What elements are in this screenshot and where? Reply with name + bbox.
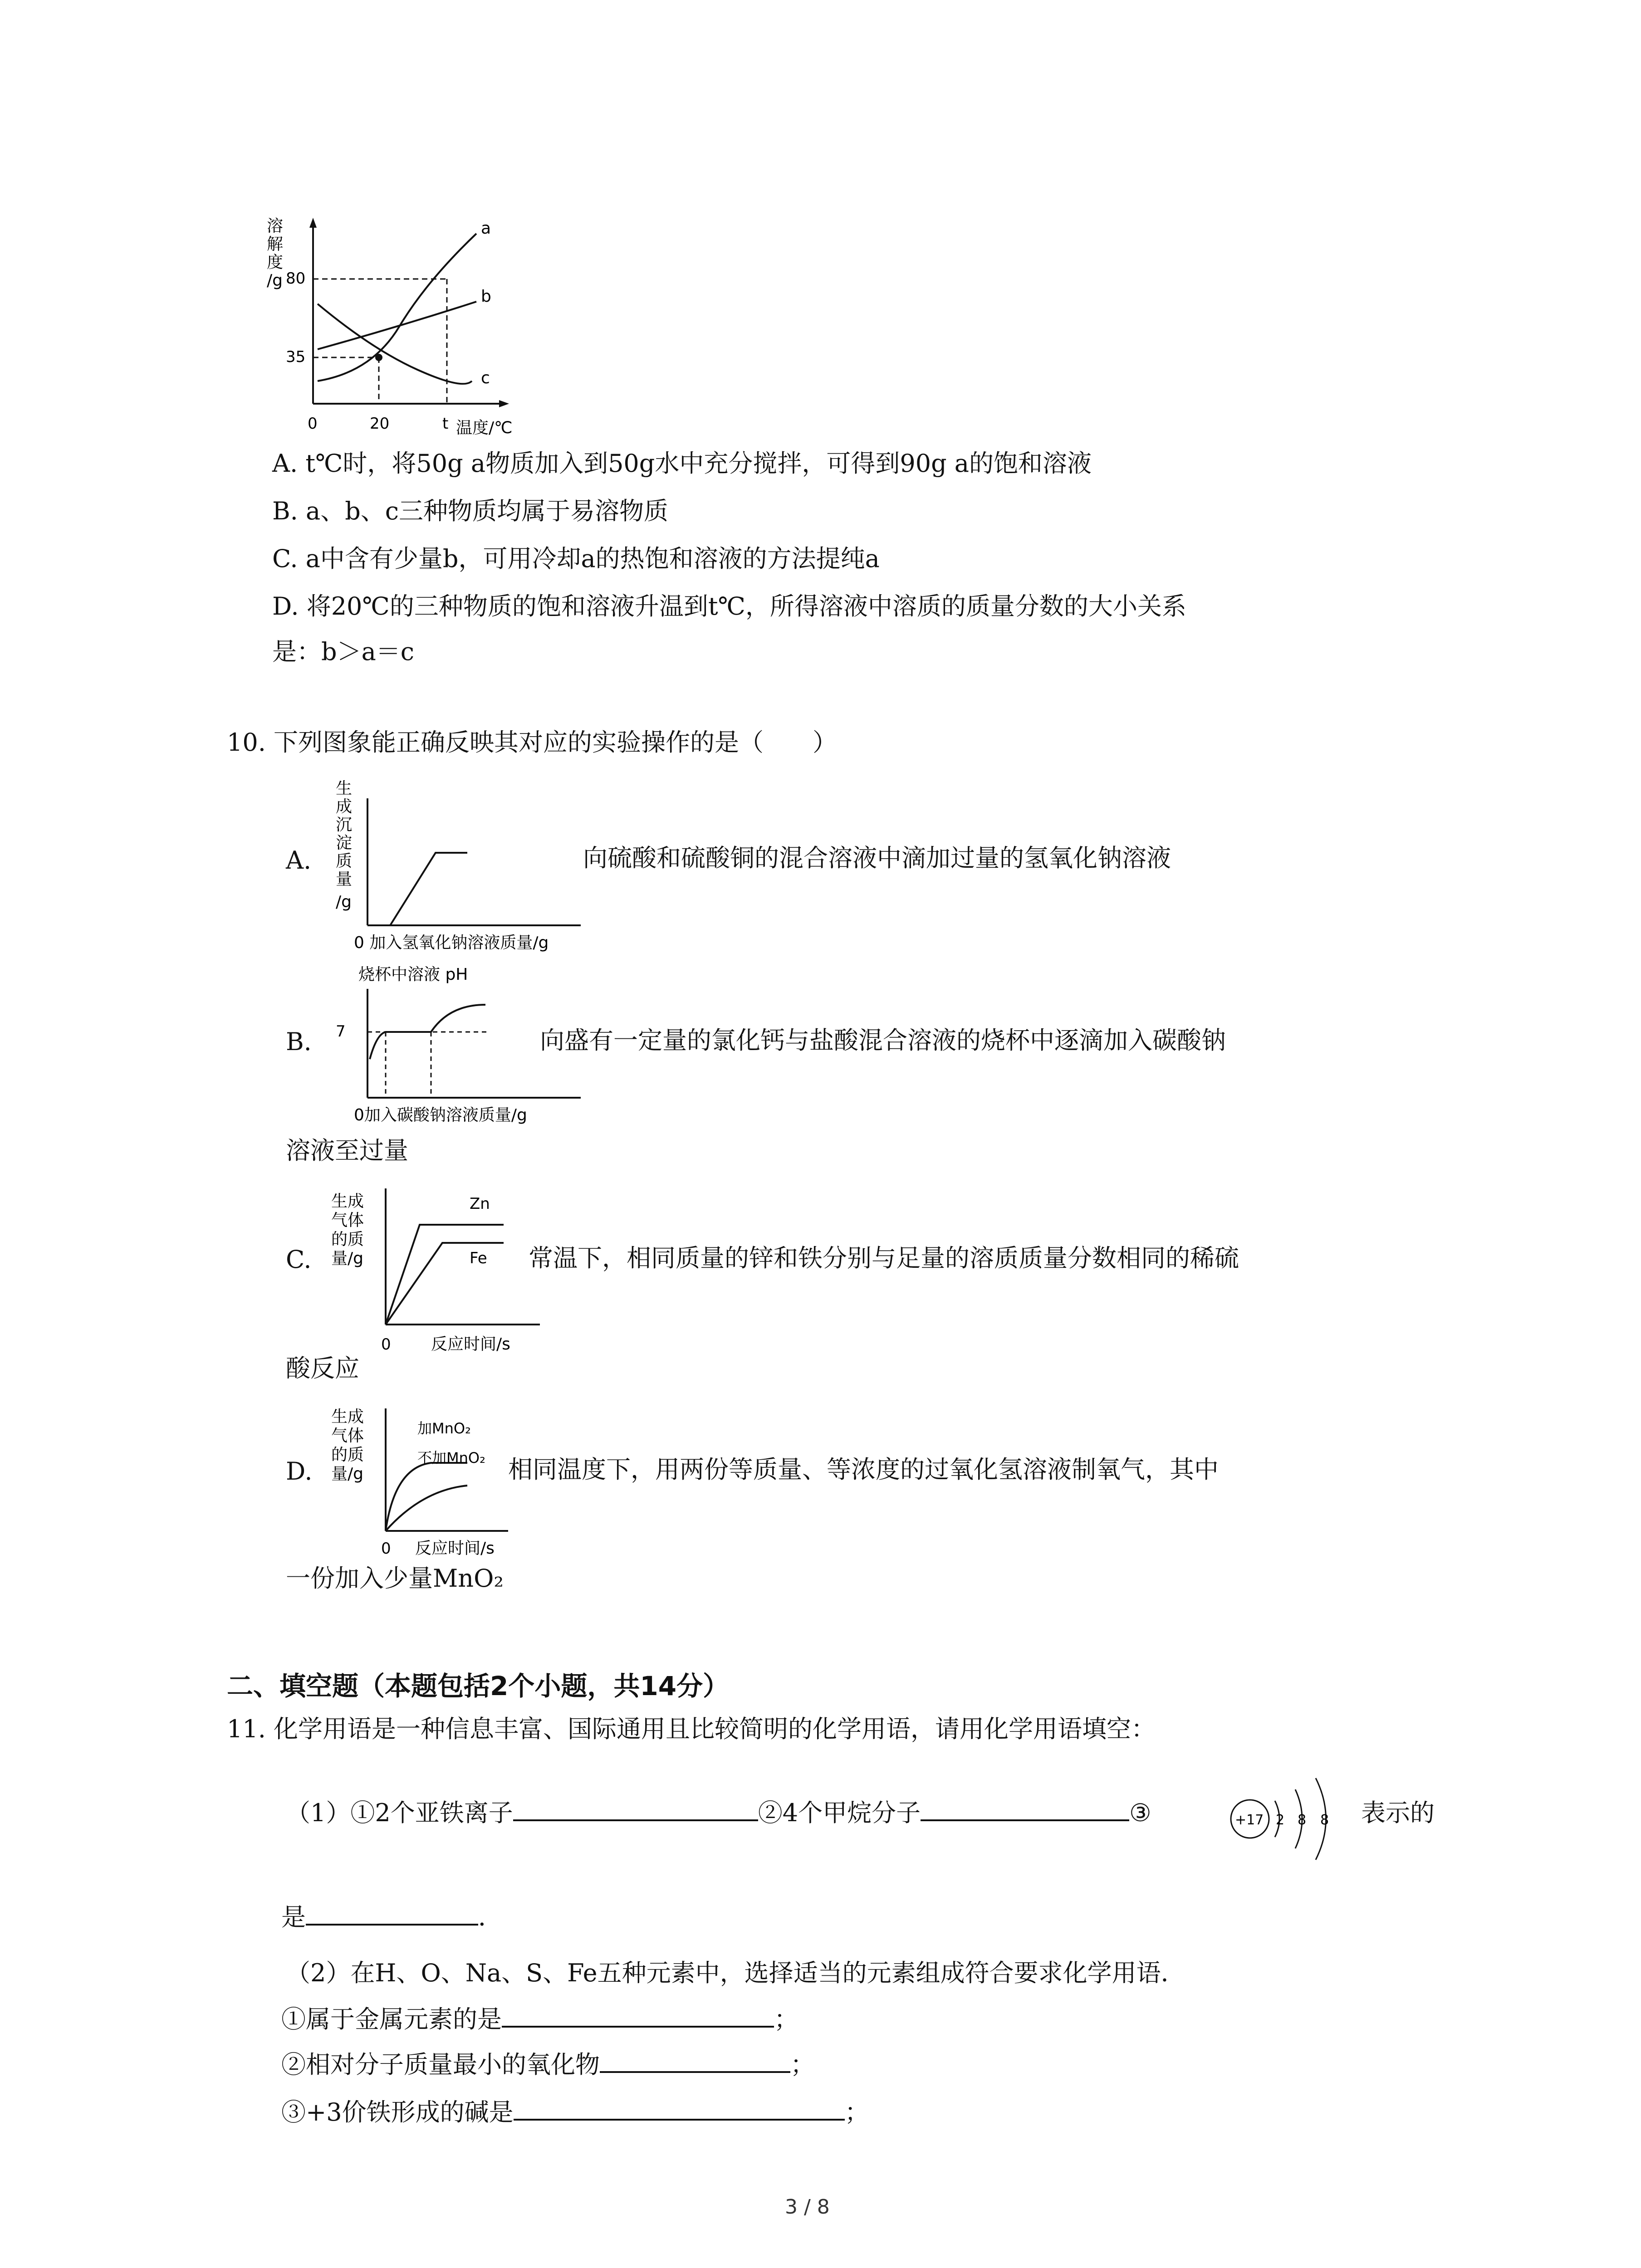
section-2-heading: 二、填空题（本题包括2个小题，共14分）	[227, 1671, 730, 1701]
q9-option-d-line2: 是：b＞a＝c	[272, 637, 415, 666]
svg-text:0加入碳酸钠溶液质量/g: 0加入碳酸钠溶液质量/g	[354, 1106, 527, 1124]
q10-option-a-text: 向硫酸和硫酸铜的混合溶液中滴加过量的氢氧化钠溶液	[583, 844, 1171, 872]
q11-part1-line	[286, 1799, 1151, 1828]
solubility-graph	[254, 213, 526, 449]
q10-option-d-label: D.	[286, 1457, 313, 1486]
svg-text:+17: +17	[1235, 1812, 1264, 1828]
q11-p1b: ②4个甲烷分子	[758, 1799, 921, 1827]
q11-p1e: 是	[281, 1903, 306, 1931]
q9-option-c: C. a中含有少量b，可用冷却a的热饱和溶液的方法提纯a	[272, 544, 880, 573]
q10-option-c-text: 常温下，相同质量的锌和铁分别与足量的溶质质量分数相同的稀硫	[529, 1244, 1239, 1272]
svg-text:2: 2	[1276, 1812, 1285, 1828]
curve-b-line	[318, 302, 476, 349]
svg-text:烧杯中溶液 pH: 烧杯中溶液 pH	[358, 965, 468, 984]
svg-text:生: 生	[336, 779, 353, 798]
svg-text:淀: 淀	[336, 834, 353, 852]
svg-text:的质: 的质	[331, 1230, 364, 1249]
y-tick-80: 80	[286, 269, 306, 288]
zn-line	[386, 1225, 504, 1325]
svg-text:量: 量	[336, 870, 353, 889]
q10-option-a-label: A.	[286, 846, 312, 875]
without-mno2-curve	[386, 1486, 467, 1531]
svg-text:的质: 的质	[331, 1446, 364, 1464]
curve-a-label: a	[481, 219, 491, 238]
q9-option-d-line1: D. 将20℃的三种物质的饱和溶液升温到t℃，所得溶液中溶质的质量分数的大小关系	[272, 592, 1186, 621]
answer-blank-oxide[interactable]	[600, 2050, 790, 2073]
curve-c-line	[318, 304, 472, 384]
svg-text:生成: 生成	[331, 1408, 364, 1426]
svg-text:0 加入氢氧化钠溶液质量/g: 0 加入氢氧化钠溶液质量/g	[354, 934, 549, 952]
q10-option-b-label: B.	[286, 1027, 312, 1056]
x-tick-20: 20	[370, 415, 390, 433]
svg-text:反应时间/s: 反应时间/s	[415, 1539, 495, 1558]
svg-text:气体: 气体	[331, 1427, 364, 1445]
x-tick-t: t	[442, 415, 449, 433]
q10-option-c-label: C.	[286, 1245, 312, 1274]
svg-text:8: 8	[1298, 1812, 1307, 1828]
q11-item-1: ①属于金属元素的是 ；	[281, 2005, 798, 2033]
q11-p1a: （1）①2个亚铁离子	[286, 1799, 513, 1827]
svg-text:0: 0	[381, 1335, 391, 1354]
answer-blank-atom[interactable]	[306, 1903, 478, 1926]
q10-option-b-text: 向盛有一定量的氯化钙与盐酸混合溶液的烧杯中逐滴加入碳酸钠	[540, 1026, 1226, 1055]
svg-text:成: 成	[336, 797, 353, 816]
y-axis-label-2: 解	[267, 235, 284, 254]
y-tick-35: 35	[286, 348, 306, 366]
q9-option-b: B. a、b、c三种物质均属于易溶物质	[272, 497, 669, 525]
q10-option-d-text: 相同温度下，用两份等质量、等浓度的过氧化氢溶液制氧气，其中	[508, 1455, 1219, 1484]
svg-text:沉: 沉	[336, 816, 353, 834]
page-number: 3 / 8	[785, 2195, 830, 2219]
q9-option-a: A. t℃时，将50g a物质加入到50g水中充分搅拌，可得到90g a的饱和溶液	[272, 449, 1092, 478]
x-origin: 0	[308, 415, 318, 433]
svg-text:8: 8	[1320, 1812, 1329, 1828]
x-axis-label: 温度/℃	[456, 419, 513, 437]
answer-blank-base[interactable]	[514, 2098, 845, 2121]
svg-text:Fe: Fe	[470, 1249, 487, 1267]
y-axis-label-3: 度	[267, 253, 284, 272]
y-axis-label-1: 溶	[267, 217, 284, 235]
q11-p1c: ③	[1129, 1799, 1151, 1827]
svg-text:加MnO₂: 加MnO₂	[417, 1420, 471, 1437]
svg-text:气体: 气体	[331, 1211, 364, 1230]
curve-b-label: b	[481, 287, 491, 306]
atom-structure-diagram	[1225, 1769, 1361, 1873]
answer-blank-methane[interactable]	[921, 1799, 1129, 1821]
q10-option-d-text-2: 一份加入少量MnO₂	[286, 1564, 504, 1593]
q11-p1f: ．	[478, 1903, 503, 1931]
q11-part2: （2）在H、O、Na、S、Fe五种元素中，选择适当的元素组成符合要求化学用语．	[286, 1959, 1185, 1987]
with-mno2-curve	[386, 1463, 467, 1531]
svg-text:7: 7	[336, 1022, 346, 1041]
svg-text:/g: /g	[336, 893, 352, 911]
answer-blank-metal[interactable]	[502, 2005, 774, 2028]
q11-item-3: ③+3价铁形成的碱是 ；	[281, 2098, 869, 2126]
y-axis-label-4: /g	[267, 271, 283, 290]
svg-text:量/g: 量/g	[331, 1465, 363, 1483]
q11-part1-line2	[281, 1903, 503, 1932]
svg-text:不加MnO₂: 不加MnO₂	[417, 1449, 485, 1466]
q10-option-b-text-2: 溶液至过量	[286, 1136, 408, 1165]
svg-text:Zn: Zn	[470, 1195, 490, 1213]
svg-text:反应时间/s: 反应时间/s	[431, 1335, 510, 1354]
svg-text:0: 0	[381, 1540, 391, 1558]
svg-text:生成: 生成	[331, 1192, 364, 1211]
q10-option-c-text-2: 酸反应	[286, 1354, 359, 1383]
q10-stem: 10. 下列图象能正确反映其对应的实验操作的是（ ）	[227, 728, 838, 757]
precipitate-line	[390, 853, 467, 925]
svg-text:量/g: 量/g	[331, 1249, 363, 1268]
q11-stem: 11. 化学用语是一种信息丰富、国际通用且比较简明的化学用语，请用化学用语填空：	[227, 1715, 1156, 1743]
answer-blank-ferrous-ions[interactable]	[513, 1799, 758, 1821]
q11-item-2: ②相对分子质量最小的氧化物 ；	[281, 2050, 815, 2079]
q11-p1d: 表示的	[1361, 1799, 1435, 1827]
curve-c-label: c	[481, 369, 490, 387]
svg-text:质: 质	[336, 852, 353, 870]
